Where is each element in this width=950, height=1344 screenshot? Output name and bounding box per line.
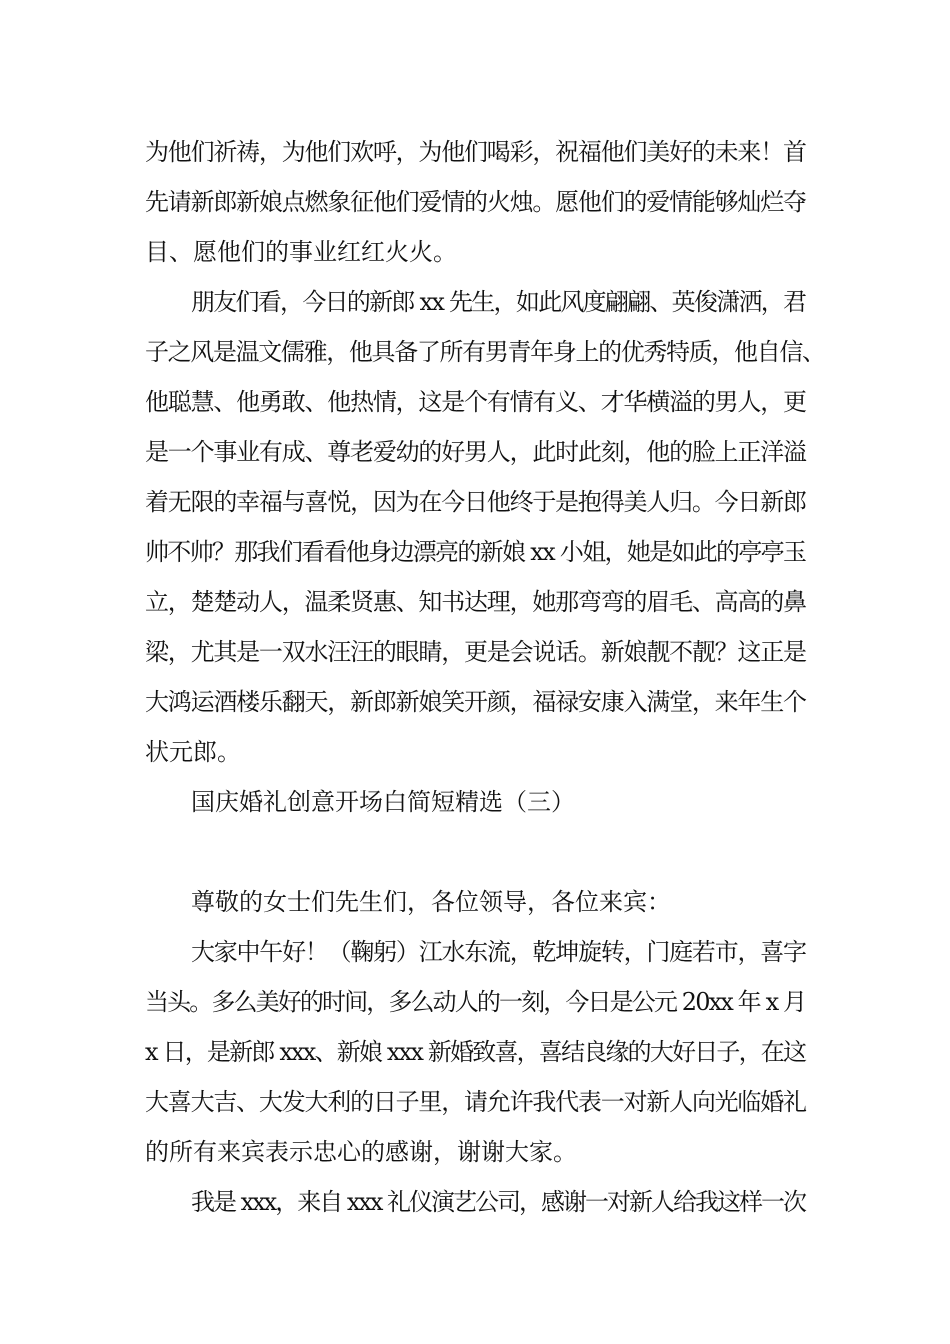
text-line: 当头。多么美好的时间，多么动人的一刻，今日是公元 20xx 年 x 月 xyxy=(145,988,806,1016)
text-line: 帅不帅？那我们看看他身边漂亮的新娘 xx 小姐，她是如此的亭亭玉 xyxy=(145,538,806,566)
text-line: 尊敬的女士们先生们，各位领导，各位来宾： xyxy=(191,888,671,916)
section-heading: 国庆婚礼创意开场白简短精选（三） xyxy=(191,788,575,816)
text-line: 朋友们看，今日的新郎 xx 先生，如此风度翩翩、英俊潇洒，君 xyxy=(191,288,806,316)
text-line: 大鸿运酒楼乐翻天，新郎新娘笑开颜，福禄安康入满堂，来年生个 xyxy=(145,688,806,716)
text-line: 他聪慧、他勇敢、他热情，这是个有情有义、才华横溢的男人，更 xyxy=(145,388,806,416)
text-line: x 日，是新郎 xxx、新娘 xxx 新婚致喜，喜结良缘的大好日子，在这 xyxy=(145,1038,806,1066)
text-line: 子之风是温文儒雅，他具备了所有男青年身上的优秀特质，他自信、 xyxy=(145,338,825,366)
text-line: 立，楚楚动人，温柔贤惠、知书达理，她那弯弯的眉毛、高高的鼻 xyxy=(145,588,806,616)
text-line: 大喜大吉、大发大利的日子里，请允许我代表一对新人向光临婚礼 xyxy=(145,1088,806,1116)
text-line: 先请新郎新娘点燃象征他们爱情的火烛。愿他们的爱情能够灿烂夺 xyxy=(145,188,806,216)
text-line: 是一个事业有成、尊老爱幼的好男人，此时此刻，他的脸上正洋溢 xyxy=(145,438,806,466)
text-line: 梁，尤其是一双水汪汪的眼睛，更是会说话。新娘靓不靓？这正是 xyxy=(145,638,806,666)
text-line: 为他们祈祷，为他们欢呼，为他们喝彩，祝福他们美好的未来！首 xyxy=(145,138,806,166)
text-line: 着无限的幸福与喜悦，因为在今日他终于是抱得美人归。今日新郎 xyxy=(145,488,806,516)
text-line: 状元郎。 xyxy=(145,738,241,766)
text-line: 目、愿他们的事业红红火火。 xyxy=(145,238,457,266)
text-line: 的所有来宾表示忠心的感谢，谢谢大家。 xyxy=(145,1138,577,1166)
text-line: 我是 xxx，来自 xxx 礼仪演艺公司，感谢一对新人给我这样一次 xyxy=(191,1188,805,1216)
text-line: 大家中午好！（鞠躬）江水东流，乾坤旋转，门庭若市，喜字 xyxy=(191,938,806,966)
